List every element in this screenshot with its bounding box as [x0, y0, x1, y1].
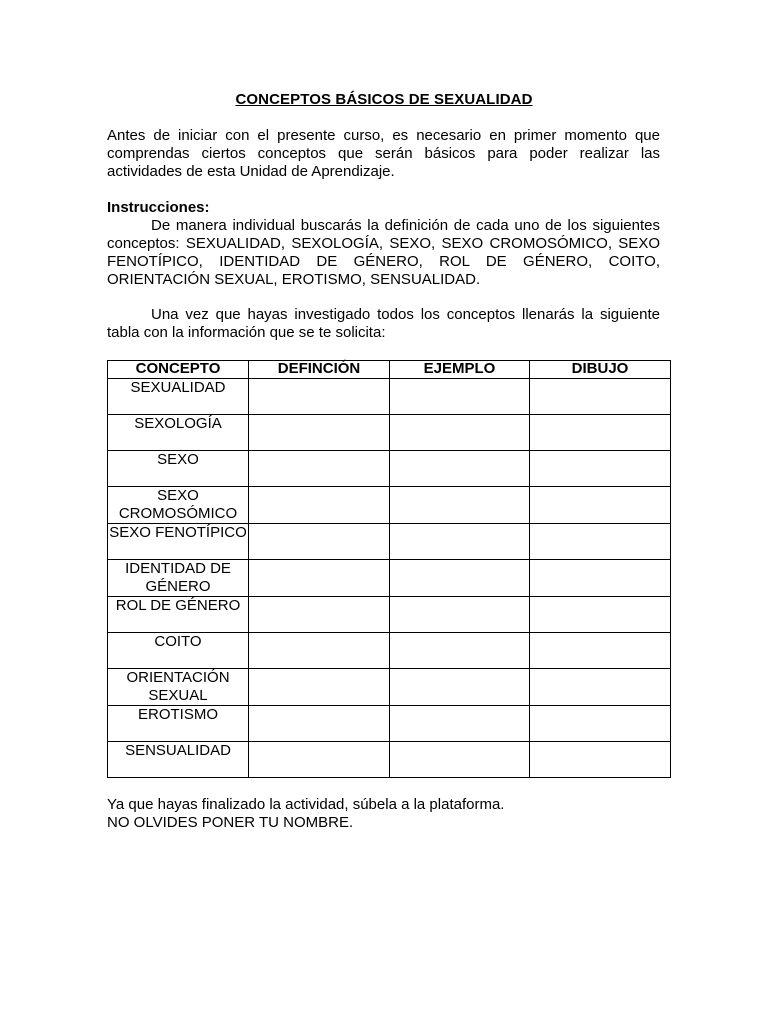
- example-cell: [390, 451, 530, 487]
- definition-cell: [249, 742, 390, 778]
- definition-cell: [249, 560, 390, 597]
- example-cell: [390, 415, 530, 451]
- drawing-cell: [530, 487, 671, 524]
- concept-cell: ROL DE GÉNERO: [108, 597, 249, 633]
- drawing-cell: [530, 451, 671, 487]
- definition-cell: [249, 706, 390, 742]
- concept-cell: IDENTIDAD DE GÉNERO: [108, 560, 249, 597]
- header-concepto: CONCEPTO: [108, 361, 249, 379]
- drawing-cell: [530, 706, 671, 742]
- definition-cell: [249, 487, 390, 524]
- header-ejemplo: EJEMPLO: [390, 361, 530, 379]
- concept-cell: SEXO FENOTÍPICO: [108, 524, 249, 560]
- table-intro-paragraph: Una vez que hayas investigado todos los conceptos llenarás la siguiente tabla con la información que se te solicita:: [107, 306, 660, 341]
- table-row: [108, 706, 671, 742]
- concept-cell: SEXO CROMOSÓMICO: [108, 487, 249, 524]
- page-title: CONCEPTOS BÁSICOS DE SEXUALIDAD: [235, 91, 533, 108]
- table-row: [108, 524, 671, 560]
- definition-cell: [249, 451, 390, 487]
- example-cell: [390, 379, 530, 415]
- closing-line-name-reminder: NO OLVIDES PONER TU NOMBRE.: [107, 814, 354, 831]
- example-cell: [390, 597, 530, 633]
- table-row: [108, 669, 671, 706]
- definition-cell: [249, 524, 390, 560]
- table-row: [108, 633, 671, 669]
- intro-paragraph: Antes de iniciar con el presente curso, es necesario en primer momento que comprendas ciertos conceptos que serán básicos para poder realizar las actividades de esta Unidad de Aprendizaje.: [107, 127, 660, 180]
- table-row: [108, 415, 671, 451]
- drawing-cell: [530, 379, 671, 415]
- concept-cell: ORIENTACIÓN SEXUAL: [108, 669, 249, 706]
- table-row: [108, 560, 671, 597]
- drawing-cell: [530, 669, 671, 706]
- table-row: [108, 379, 671, 415]
- definition-cell: [249, 415, 390, 451]
- example-cell: [390, 560, 530, 597]
- instructions-heading: Instrucciones:: [107, 199, 210, 216]
- drawing-cell: [530, 415, 671, 451]
- definition-cell: [249, 597, 390, 633]
- example-cell: [390, 706, 530, 742]
- definition-cell: [249, 633, 390, 669]
- header-dibujo: DIBUJO: [530, 361, 671, 379]
- example-cell: [390, 633, 530, 669]
- concept-cell: SEXOLOGÍA: [108, 415, 249, 451]
- drawing-cell: [530, 597, 671, 633]
- concept-cell: EROTISMO: [108, 706, 249, 742]
- table-row: [108, 451, 671, 487]
- definition-cell: [249, 669, 390, 706]
- closing-line-upload: Ya que hayas finalizado la actividad, súbela a la plataforma.: [107, 796, 505, 813]
- concept-cell: SENSUALIDAD: [108, 742, 249, 778]
- concept-cell: COITO: [108, 633, 249, 669]
- table-row: [108, 597, 671, 633]
- concept-cell: SEXO: [108, 451, 249, 487]
- closing-note: [107, 796, 504, 832]
- drawing-cell: [530, 633, 671, 669]
- definition-cell: [249, 379, 390, 415]
- concept-cell: SEXUALIDAD: [108, 379, 249, 415]
- table-row: [108, 742, 671, 778]
- drawing-cell: [530, 560, 671, 597]
- example-cell: [390, 669, 530, 706]
- drawing-cell: [530, 524, 671, 560]
- table-header-row: [108, 361, 671, 379]
- instructions-paragraph: De manera individual buscarás la definición de cada uno de los siguientes conceptos: SEXUALIDAD, SEXOLOGÍA, SEXO, SEXO CROMOSÓMICO, SEXO FENOTÍPICO, IDENTIDAD DE GÉNERO, ROL DE GÉNERO, COITO, ORIENTACIÓN SEXUAL, EROTISMO, SENSUALIDAD.: [107, 217, 660, 288]
- drawing-cell: [530, 742, 671, 778]
- example-cell: [390, 742, 530, 778]
- table-row: [108, 487, 671, 524]
- concepts-table: [107, 360, 671, 778]
- header-definicion: DEFINCIÓN: [249, 361, 390, 379]
- example-cell: [390, 524, 530, 560]
- example-cell: [390, 487, 530, 524]
